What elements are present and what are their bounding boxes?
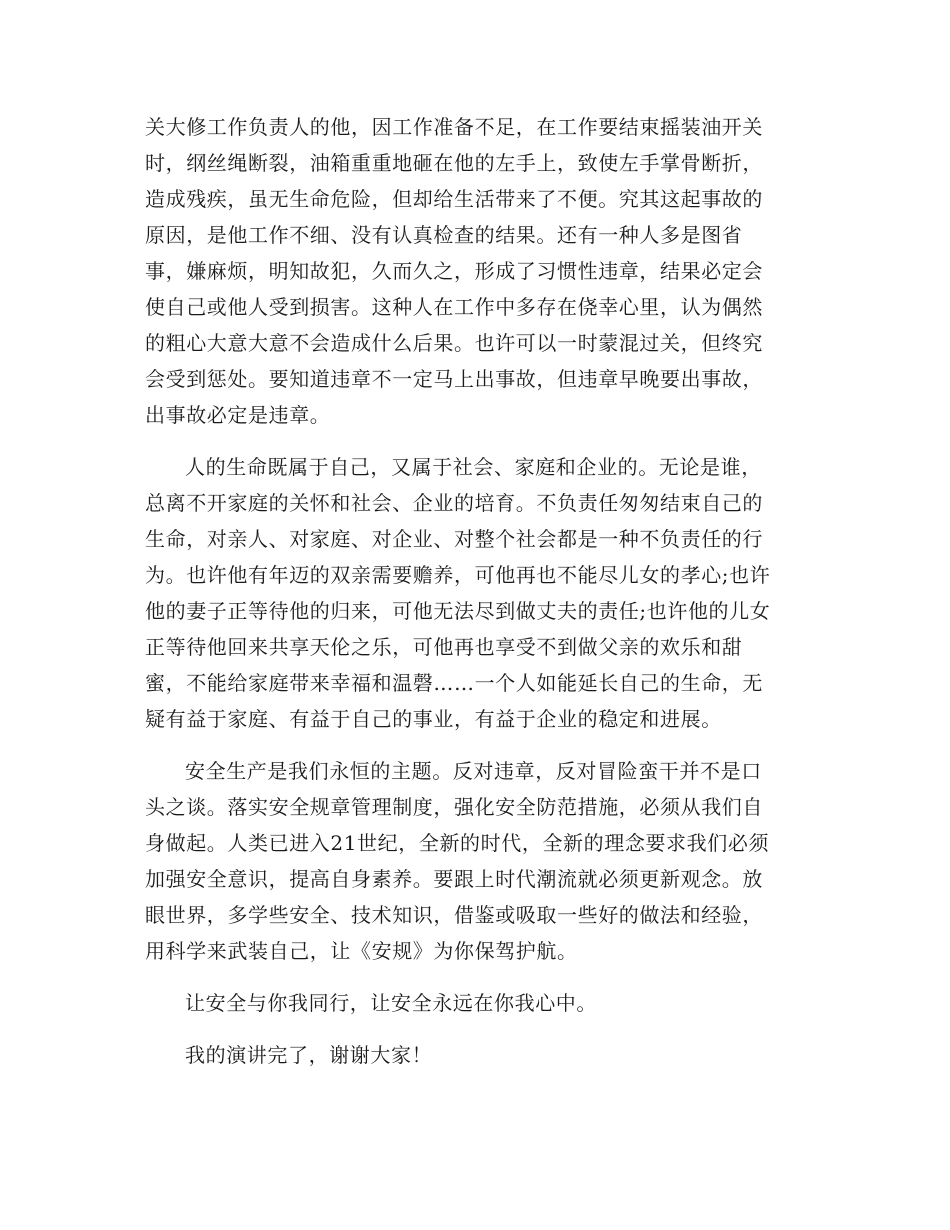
text-line: 头之谈。落实安全规章管理制度，强化安全防范措施，必须从我们自	[145, 795, 763, 819]
text-line: 我的演讲完了，谢谢大家！	[185, 1043, 433, 1067]
text-line: 他的妻子正等待他的归来，可他无法尽到做丈夫的责任;也许他的儿女	[145, 599, 771, 623]
text-line: 生命，对亲人、对家庭、对企业、对整个社会都是一种不负责任的行	[145, 527, 763, 551]
text-line: 会受到惩处。要知道违章不一定马上出事故，但违章早晚要出事故，	[145, 367, 763, 391]
text-line: 安全生产是我们永恒的主题。反对违章，反对冒险蛮干并不是口	[185, 759, 762, 783]
paragraph	[145, 109, 805, 433]
text-line: 为。也许他有年迈的双亲需要赡养，可他再也不能尽儿女的孝心;也许	[145, 563, 771, 587]
paragraph-spacer	[145, 1021, 805, 1037]
paragraph-spacer	[145, 969, 805, 985]
text-line: 原因，是他工作不细、没有认真检查的结果。还有一种人多是图省	[145, 223, 743, 247]
text-line: 人的生命既属于自己，又属于社会、家庭和企业的。无论是谁，	[185, 455, 762, 479]
text-line: 出事故必定是违章。	[145, 403, 331, 427]
text-line: 时，纲丝绳断裂，油箱重重地砸在他的左手上，致使左手掌骨断折，	[145, 151, 763, 175]
text-line: 疑有益于家庭、有益于自己的事业，有益于企业的稳定和进展。	[145, 707, 722, 731]
text-line: 加强安全意识，提高自身素养。要跟上时代潮流就必须更新观念。放	[145, 867, 763, 891]
text-line: 蜜，不能给家庭带来幸福和温磬……一个人如能延长自己的生命，无	[145, 671, 763, 695]
text-line: 事，嫌麻烦，明知故犯，久而久之，形成了习惯性违章，结果必定会	[145, 259, 763, 283]
text-line: 正等待他回来共享天伦之乐，可他再也享受不到做父亲的欢乐和甜	[145, 635, 743, 659]
text-line: 让安全与你我同行，让安全永远在你我心中。	[185, 991, 597, 1015]
text-line: 用科学来武装自己，让《安规》为你保驾护航。	[145, 939, 578, 963]
paragraph	[145, 1037, 805, 1073]
text-line: 身做起。人类已进入21世纪，全新的时代，全新的理念要求我们必须	[145, 831, 770, 855]
text-line: 眼世界，多学些安全、技术知识，借鉴或吸取一些好的做法和经验，	[145, 903, 763, 927]
paragraph	[145, 985, 805, 1021]
paragraph	[145, 753, 805, 969]
text-line: 使自己或他人受到损害。这种人在工作中多存在侥幸心里，认为偶然	[145, 295, 763, 319]
text-line: 关大修工作负责人的他，因工作准备不足，在工作要结束摇装油开关	[145, 115, 763, 139]
document-body	[145, 109, 805, 1073]
paragraph-spacer	[145, 737, 805, 753]
paragraph-spacer	[145, 433, 805, 449]
paragraph	[145, 449, 805, 737]
text-line: 造成残疾，虽无生命危险，但却给生活带来了不便。究其这起事故的	[145, 187, 763, 211]
text-line: 总离不开家庭的关怀和社会、企业的培育。不负责任匆匆结束自己的	[145, 491, 763, 515]
text-line: 的粗心大意大意不会造成什么后果。也许可以一时蒙混过关，但终究	[145, 331, 763, 355]
